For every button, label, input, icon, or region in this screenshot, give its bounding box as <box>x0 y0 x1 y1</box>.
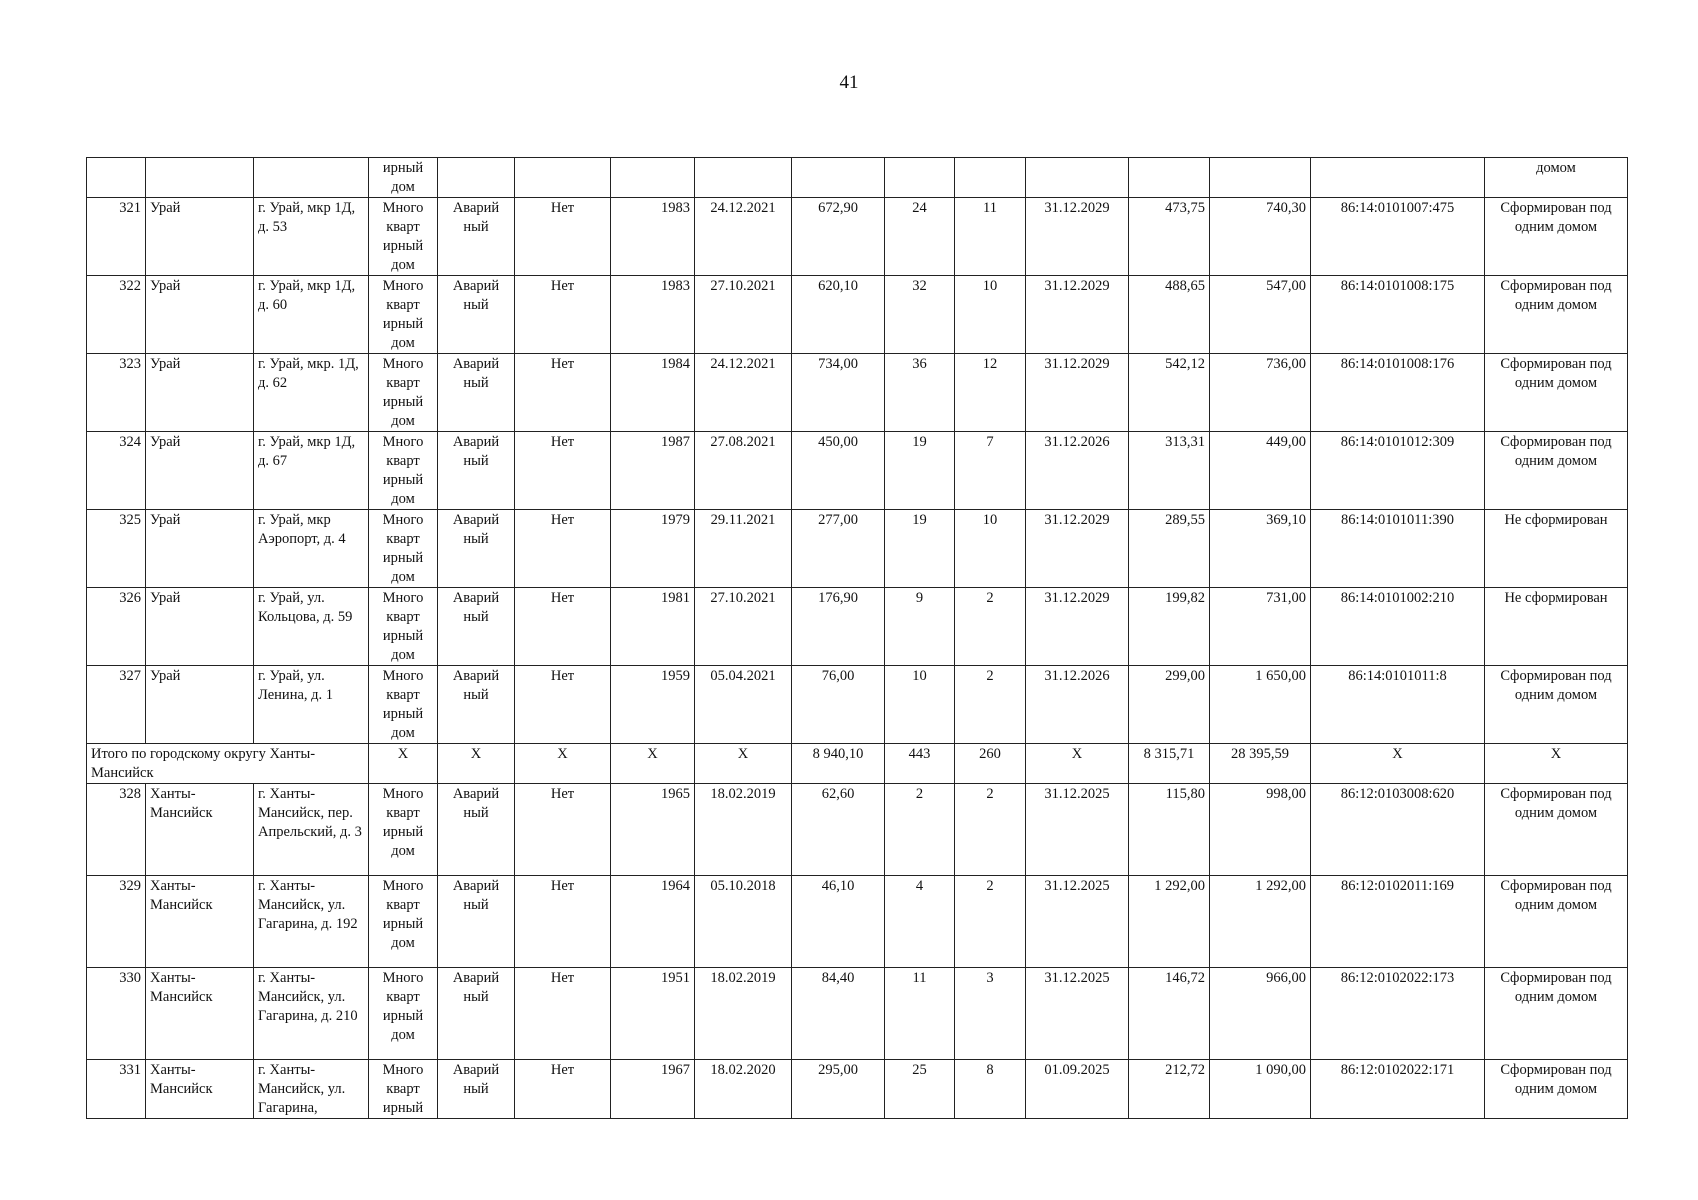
recognition-date-cell: 05.04.2021 <box>695 666 792 744</box>
flag-cell: Нет <box>515 510 611 588</box>
table-row <box>87 432 1628 510</box>
area-cell: 450,00 <box>792 432 885 510</box>
land-status-cell: Сформирован под одним домом <box>1485 784 1628 876</box>
residents-cell: 19 <box>885 510 955 588</box>
residents-cell: 19 <box>885 432 955 510</box>
recognition-date-cell: 18.02.2020 <box>695 1060 792 1119</box>
land-status-cell: домом <box>1485 158 1628 198</box>
total-area-cell: 8 940,10 <box>792 744 885 784</box>
value-2-cell: 1 292,00 <box>1210 876 1311 968</box>
municipality-cell: Урай <box>146 276 254 354</box>
area-cell: 62,60 <box>792 784 885 876</box>
flag-cell: Нет <box>515 968 611 1060</box>
cadastre-number-cell: 86:14:0101011:8 <box>1311 666 1485 744</box>
building-type-cell: Много кварт ирный дом <box>369 354 438 432</box>
land-status-cell: Сформирован под одним домом <box>1485 276 1628 354</box>
total-residents-cell: 443 <box>885 744 955 784</box>
address-cell: г. Урай, ул. Кольцова, д. 59 <box>254 588 369 666</box>
value-2-cell: 1 650,00 <box>1210 666 1311 744</box>
flag-cell: Нет <box>515 1060 611 1119</box>
value-2-cell: 1 090,00 <box>1210 1060 1311 1119</box>
area-cell: 84,40 <box>792 968 885 1060</box>
total-label: Итого по городскому округу Ханты-Мансийск <box>87 744 369 784</box>
apartments-cell: 8 <box>955 1060 1026 1119</box>
cadastre-number-cell: 86:14:0101011:390 <box>1311 510 1485 588</box>
table-row <box>87 588 1628 666</box>
flag-cell: Нет <box>515 432 611 510</box>
apartments-cell: 11 <box>955 198 1026 276</box>
building-type-cell: Много кварт ирный дом <box>369 784 438 876</box>
condition-status-cell: Аварий ный <box>438 784 515 876</box>
value-2-cell: 998,00 <box>1210 784 1311 876</box>
table-body <box>87 158 1628 1119</box>
area-cell: 76,00 <box>792 666 885 744</box>
total-value-1-cell: 8 315,71 <box>1129 744 1210 784</box>
value-2-cell: 966,00 <box>1210 968 1311 1060</box>
condition-status-cell: Аварий ный <box>438 876 515 968</box>
building-type-cell: Много кварт ирный дом <box>369 876 438 968</box>
deadline-cell: 31.12.2029 <box>1026 276 1129 354</box>
address-cell: г. Урай, мкр. 1Д, д. 62 <box>254 354 369 432</box>
value-1-cell: 542,12 <box>1129 354 1210 432</box>
row-number-cell: 324 <box>87 432 146 510</box>
value-2-cell: 369,10 <box>1210 510 1311 588</box>
municipality-cell: Ханты-Мансийск <box>146 968 254 1060</box>
recognition-date-cell: 18.02.2019 <box>695 968 792 1060</box>
apartments-cell: 2 <box>955 588 1026 666</box>
municipality-cell: Урай <box>146 510 254 588</box>
building-type-cell: Много кварт ирный дом <box>369 968 438 1060</box>
value-1-cell: 473,75 <box>1129 198 1210 276</box>
flag-cell: Нет <box>515 784 611 876</box>
cadastre-number-cell: 86:14:0101012:309 <box>1311 432 1485 510</box>
deadline-cell: 31.12.2029 <box>1026 510 1129 588</box>
row-number-cell: 329 <box>87 876 146 968</box>
condition-status-cell: Аварий ный <box>438 276 515 354</box>
land-status-cell: Сформирован под одним домом <box>1485 876 1628 968</box>
address-cell: г. Ханты-Мансийск, ул. Гагарина, <box>254 1060 369 1119</box>
municipality-cell: Урай <box>146 666 254 744</box>
residents-cell: 11 <box>885 968 955 1060</box>
address-cell: г. Урай, ул. Ленина, д. 1 <box>254 666 369 744</box>
deadline-cell: 31.12.2029 <box>1026 588 1129 666</box>
cadastre-number-cell: 86:12:0103008:620 <box>1311 784 1485 876</box>
total-apartments-cell: 260 <box>955 744 1026 784</box>
table-row <box>87 1060 1628 1119</box>
value-1-cell: 199,82 <box>1129 588 1210 666</box>
apartments-cell: 10 <box>955 276 1026 354</box>
year-built-cell: 1965 <box>611 784 695 876</box>
municipality-cell: Ханты-Мансийск <box>146 784 254 876</box>
total-recognition-date-cell: X <box>695 744 792 784</box>
residents-cell: 24 <box>885 198 955 276</box>
page-number: 41 <box>839 72 859 93</box>
total-flag-cell: X <box>515 744 611 784</box>
value-1-cell: 289,55 <box>1129 510 1210 588</box>
municipality-cell: Урай <box>146 432 254 510</box>
value-1-cell: 115,80 <box>1129 784 1210 876</box>
address-cell: г. Урай, мкр Аэропорт, д. 4 <box>254 510 369 588</box>
municipality-cell: Ханты-Мансийск <box>146 876 254 968</box>
residents-cell: 9 <box>885 588 955 666</box>
deadline-cell: 31.12.2025 <box>1026 876 1129 968</box>
recognition-date-cell: 27.10.2021 <box>695 588 792 666</box>
row-number-cell: 326 <box>87 588 146 666</box>
total-land-status-cell: X <box>1485 744 1628 784</box>
year-built-cell: 1979 <box>611 510 695 588</box>
land-status-cell: Сформирован под одним домом <box>1485 666 1628 744</box>
year-built-cell: 1983 <box>611 276 695 354</box>
recognition-date-cell: 29.11.2021 <box>695 510 792 588</box>
cadastre-number-cell: 86:14:0101008:175 <box>1311 276 1485 354</box>
value-1-cell: 212,72 <box>1129 1060 1210 1119</box>
building-type-cell: Много кварт ирный дом <box>369 276 438 354</box>
residents-cell: 10 <box>885 666 955 744</box>
building-type-cell: Много кварт ирный дом <box>369 588 438 666</box>
area-cell: 176,90 <box>792 588 885 666</box>
municipality-cell: Урай <box>146 354 254 432</box>
row-number-cell: 325 <box>87 510 146 588</box>
cadastre-number-cell: 86:14:0101002:210 <box>1311 588 1485 666</box>
flag-cell: Нет <box>515 198 611 276</box>
value-2-cell: 547,00 <box>1210 276 1311 354</box>
year-built-cell: 1987 <box>611 432 695 510</box>
address-cell: г. Урай, мкр 1Д, д. 53 <box>254 198 369 276</box>
building-type-cell: Много кварт ирный дом <box>369 510 438 588</box>
address-cell: г. Ханты-Мансийск, пер. Апрельский, д. 3 <box>254 784 369 876</box>
row-number-cell: 321 <box>87 198 146 276</box>
value-1-cell: 313,31 <box>1129 432 1210 510</box>
flag-cell: Нет <box>515 666 611 744</box>
land-status-cell: Сформирован под одним домом <box>1485 968 1628 1060</box>
table-row <box>87 968 1628 1060</box>
apartments-cell: 10 <box>955 510 1026 588</box>
cadastre-number-cell: 86:12:0102022:171 <box>1311 1060 1485 1119</box>
housing-registry-table <box>86 157 1628 1119</box>
area-cell: 277,00 <box>792 510 885 588</box>
apartments-cell: 12 <box>955 354 1026 432</box>
row-number-cell: 330 <box>87 968 146 1060</box>
row-number-cell: 331 <box>87 1060 146 1119</box>
flag-cell: Нет <box>515 588 611 666</box>
apartments-cell: 2 <box>955 876 1026 968</box>
area-cell: 46,10 <box>792 876 885 968</box>
deadline-cell: 31.12.2029 <box>1026 198 1129 276</box>
table-row <box>87 510 1628 588</box>
recognition-date-cell: 27.10.2021 <box>695 276 792 354</box>
land-status-cell: Не сформирован <box>1485 588 1628 666</box>
address-cell: г. Ханты-Мансийск, ул. Гагарина, д. 210 <box>254 968 369 1060</box>
residents-cell: 36 <box>885 354 955 432</box>
apartments-cell: 2 <box>955 666 1026 744</box>
year-built-cell: 1981 <box>611 588 695 666</box>
condition-status-cell: Аварий ный <box>438 1060 515 1119</box>
cadastre-number-cell: 86:14:0101008:176 <box>1311 354 1485 432</box>
cadastre-number-cell: 86:14:0101007:475 <box>1311 198 1485 276</box>
recognition-date-cell: 24.12.2021 <box>695 354 792 432</box>
flag-cell: Нет <box>515 354 611 432</box>
land-status-cell: Сформирован под одним домом <box>1485 198 1628 276</box>
flag-cell: Нет <box>515 276 611 354</box>
year-built-cell: 1959 <box>611 666 695 744</box>
year-built-cell: 1951 <box>611 968 695 1060</box>
deadline-cell: 31.12.2029 <box>1026 354 1129 432</box>
condition-status-cell: Аварий ный <box>438 198 515 276</box>
total-building-type-cell: X <box>369 744 438 784</box>
value-1-cell: 1 292,00 <box>1129 876 1210 968</box>
row-number-cell: 322 <box>87 276 146 354</box>
address-cell: г. Урай, мкр 1Д, д. 60 <box>254 276 369 354</box>
apartments-cell: 7 <box>955 432 1026 510</box>
land-status-cell: Сформирован под одним домом <box>1485 432 1628 510</box>
municipality-cell: Ханты-Мансийск <box>146 1060 254 1119</box>
deadline-cell: 31.12.2025 <box>1026 968 1129 1060</box>
year-built-cell: 1967 <box>611 1060 695 1119</box>
total-deadline-cell: X <box>1026 744 1129 784</box>
row-number-cell: 323 <box>87 354 146 432</box>
condition-status-cell: Аварий ный <box>438 666 515 744</box>
address-cell: г. Ханты-Мансийск, ул. Гагарина, д. 192 <box>254 876 369 968</box>
address-cell: г. Урай, мкр 1Д, д. 67 <box>254 432 369 510</box>
value-1-cell: 146,72 <box>1129 968 1210 1060</box>
total-year-built-cell: X <box>611 744 695 784</box>
building-type-cell: Много кварт ирный дом <box>369 666 438 744</box>
year-built-cell: 1984 <box>611 354 695 432</box>
table-row <box>87 876 1628 968</box>
area-cell: 295,00 <box>792 1060 885 1119</box>
deadline-cell: 01.09.2025 <box>1026 1060 1129 1119</box>
condition-status-cell: Аварий ный <box>438 432 515 510</box>
apartments-cell: 3 <box>955 968 1026 1060</box>
land-status-cell: Сформирован под одним домом <box>1485 354 1628 432</box>
deadline-cell: 31.12.2026 <box>1026 666 1129 744</box>
condition-status-cell: Аварий ный <box>438 354 515 432</box>
flag-cell: Нет <box>515 876 611 968</box>
row-number-cell: 328 <box>87 784 146 876</box>
deadline-cell: 31.12.2025 <box>1026 784 1129 876</box>
residents-cell: 32 <box>885 276 955 354</box>
table-row <box>87 198 1628 276</box>
condition-status-cell: Аварий ный <box>438 968 515 1060</box>
recognition-date-cell: 05.10.2018 <box>695 876 792 968</box>
total-row <box>87 744 1628 784</box>
recognition-date-cell: 27.08.2021 <box>695 432 792 510</box>
condition-status-cell: Аварий ный <box>438 510 515 588</box>
value-2-cell: 736,00 <box>1210 354 1311 432</box>
residents-cell: 2 <box>885 784 955 876</box>
recognition-date-cell: 24.12.2021 <box>695 198 792 276</box>
year-built-cell: 1983 <box>611 198 695 276</box>
building-type-cell: ирный дом <box>369 158 438 198</box>
residents-cell: 25 <box>885 1060 955 1119</box>
value-1-cell: 299,00 <box>1129 666 1210 744</box>
residents-cell: 4 <box>885 876 955 968</box>
table-row <box>87 666 1628 744</box>
year-built-cell: 1964 <box>611 876 695 968</box>
area-cell: 672,90 <box>792 198 885 276</box>
value-2-cell: 740,30 <box>1210 198 1311 276</box>
total-condition-status-cell: X <box>438 744 515 784</box>
cadastre-number-cell: 86:12:0102011:169 <box>1311 876 1485 968</box>
value-2-cell: 731,00 <box>1210 588 1311 666</box>
table-row <box>87 784 1628 876</box>
value-1-cell: 488,65 <box>1129 276 1210 354</box>
row-number-cell: 327 <box>87 666 146 744</box>
apartments-cell: 2 <box>955 784 1026 876</box>
total-value-2-cell: 28 395,59 <box>1210 744 1311 784</box>
value-2-cell: 449,00 <box>1210 432 1311 510</box>
building-type-cell: Много кварт ирный дом <box>369 198 438 276</box>
land-status-cell: Не сформирован <box>1485 510 1628 588</box>
total-cadastre-number-cell: X <box>1311 744 1485 784</box>
cadastre-number-cell: 86:12:0102022:173 <box>1311 968 1485 1060</box>
municipality-cell: Урай <box>146 588 254 666</box>
recognition-date-cell: 18.02.2019 <box>695 784 792 876</box>
building-type-cell: Много кварт ирный <box>369 1060 438 1119</box>
area-cell: 620,10 <box>792 276 885 354</box>
table-row <box>87 276 1628 354</box>
land-status-cell: Сформирован под одним домом <box>1485 1060 1628 1119</box>
continuation-row <box>87 158 1628 198</box>
area-cell: 734,00 <box>792 354 885 432</box>
condition-status-cell: Аварий ный <box>438 588 515 666</box>
deadline-cell: 31.12.2026 <box>1026 432 1129 510</box>
municipality-cell: Урай <box>146 198 254 276</box>
building-type-cell: Много кварт ирный дом <box>369 432 438 510</box>
table-row <box>87 354 1628 432</box>
